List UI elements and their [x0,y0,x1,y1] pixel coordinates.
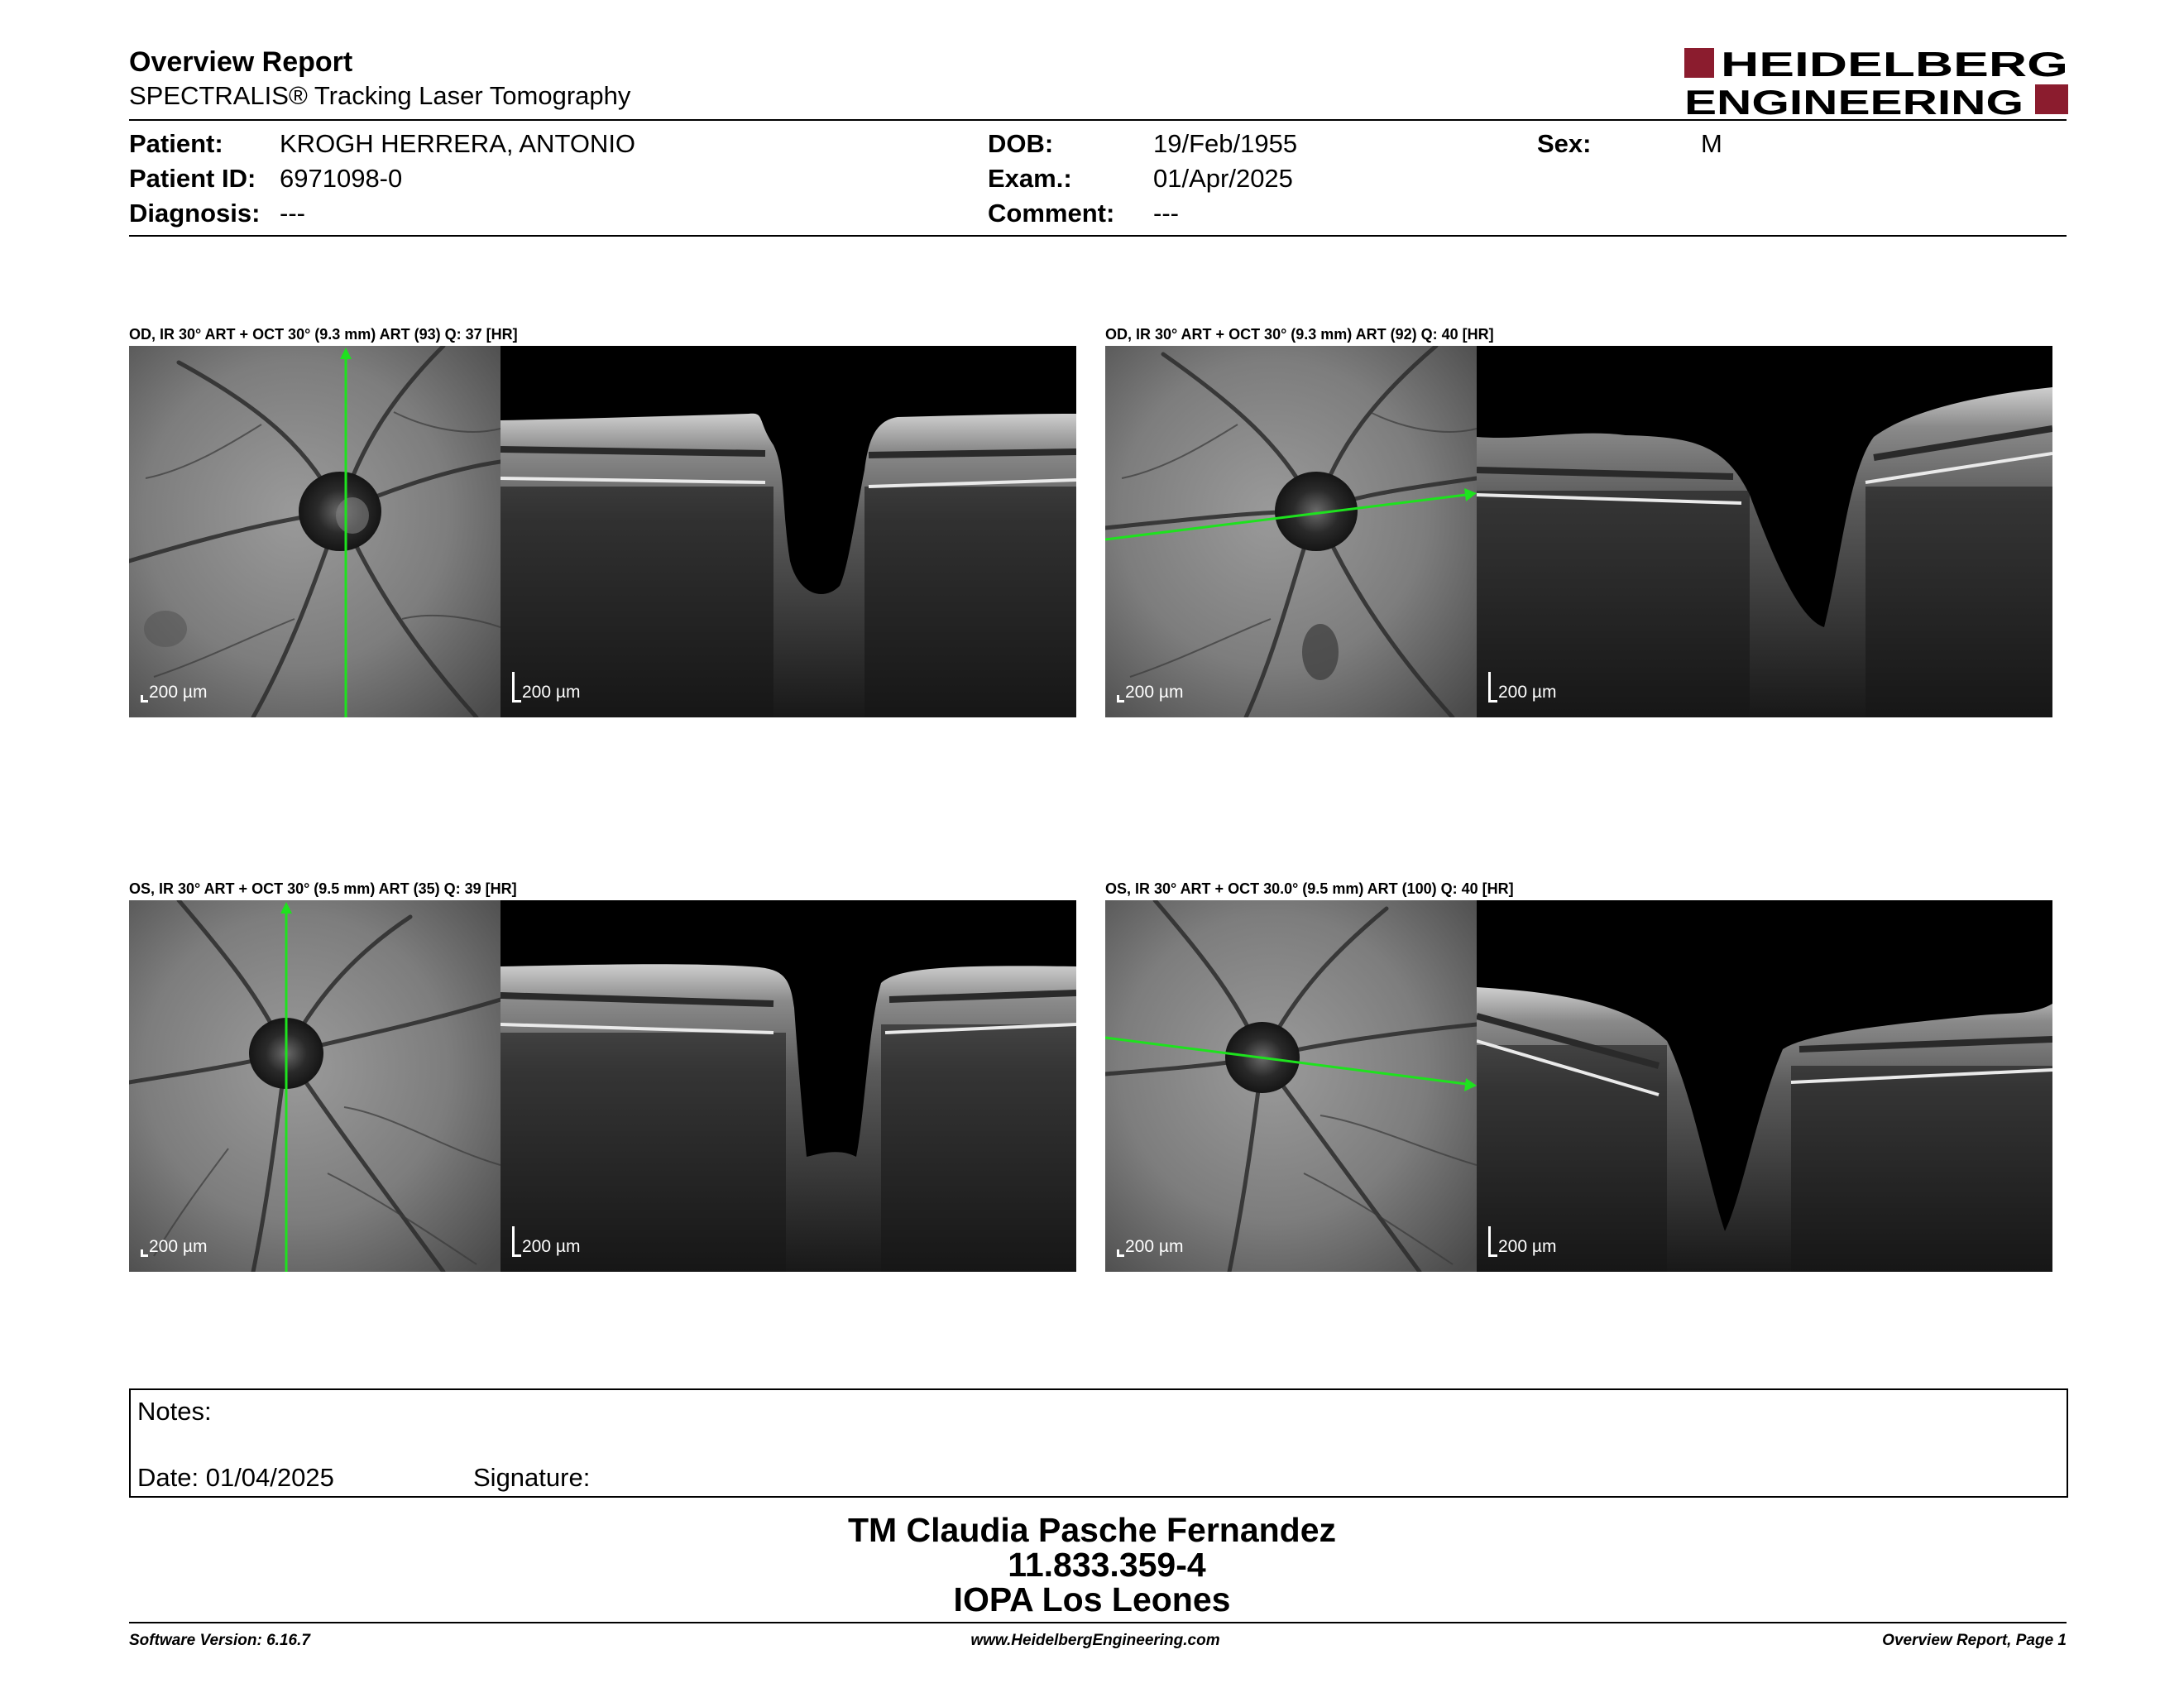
ir-fundus-image [1105,900,1477,1272]
oct-scale-bar: 200 µm [512,683,580,703]
report-title: Overview Report [129,46,353,78]
diagnosis-label: Diagnosis: [129,199,261,228]
oct-bscan-image [1477,900,2052,1272]
oct-scale-bar: 200 µm [1488,1237,1556,1257]
ir-fundus-image [1105,346,1477,717]
scan-caption: OD, IR 30° ART + OCT 30° (9.3 mm) ART (92) Q: 40 [HR] [1105,326,1494,343]
sex-value: M [1701,129,1722,158]
ir-scale-bar: 200 µm [1117,683,1183,703]
oct-bscan-image [500,346,1076,717]
dob-value: 19/Feb/1955 [1153,129,1298,158]
stamp-clinic: IOPA Los Leones [953,1580,1231,1618]
notes-label: Notes: [137,1397,212,1426]
patient-id-label: Patient ID: [129,164,256,193]
software-version: Software Version: 6.16.7 [129,1632,310,1649]
date-label: Date: 01/04/2025 [137,1463,334,1492]
svg-text:ENGINEERING: ENGINEERING [1684,83,2024,117]
footer-divider [129,1622,2067,1623]
dob-label: DOB: [988,129,1054,158]
heidelberg-logo [1684,46,2068,117]
page-number: Overview Report, Page 1 [1882,1632,2067,1649]
exam-label: Exam.: [988,164,1072,193]
svg-text:HEIDELBERG: HEIDELBERG [1721,46,2068,84]
ir-fundus-image [129,346,500,717]
oct-scale-bar: 200 µm [1488,683,1556,703]
header-divider [129,119,2067,121]
website-link: www.HeidelbergEngineering.com [970,1632,1220,1649]
notes-box [129,1388,2068,1498]
signature-label: Signature: [473,1463,591,1492]
patient-id: 6971098-0 [280,164,403,193]
oct-bscan-image [1477,346,2052,717]
ir-fundus-image [129,900,500,1272]
report-subtitle: SPECTRALIS® Tracking Laser Tomography [129,81,631,110]
oct-bscan-image [500,900,1076,1272]
comment-value: --- [1153,199,1179,228]
scan-caption: OS, IR 30° ART + OCT 30.0° (9.5 mm) ART (100) Q: 40 [HR] [1105,880,1514,897]
stamp-id: 11.833.359-4 [1008,1546,1206,1584]
scan-caption: OD, IR 30° ART + OCT 30° (9.3 mm) ART (93) Q: 37 [HR] [129,326,518,343]
comment-label: Comment: [988,199,1115,228]
scan-caption: OS, IR 30° ART + OCT 30° (9.5 mm) ART (35) Q: 39 [HR] [129,880,517,897]
patient-name: KROGH HERRERA, ANTONIO [280,129,636,158]
patient-divider [129,235,2067,237]
diagnosis-value: --- [280,199,305,228]
exam-value: 01/Apr/2025 [1153,164,1293,193]
patient-label: Patient: [129,129,223,158]
sex-label: Sex: [1537,129,1592,158]
oct-scale-bar: 200 µm [512,1237,580,1257]
ir-scale-bar: 200 µm [141,1237,207,1257]
ir-scale-bar: 200 µm [1117,1237,1183,1257]
stamp-name: TM Claudia Pasche Fernandez [847,1511,1337,1549]
ir-scale-bar: 200 µm [141,683,207,703]
